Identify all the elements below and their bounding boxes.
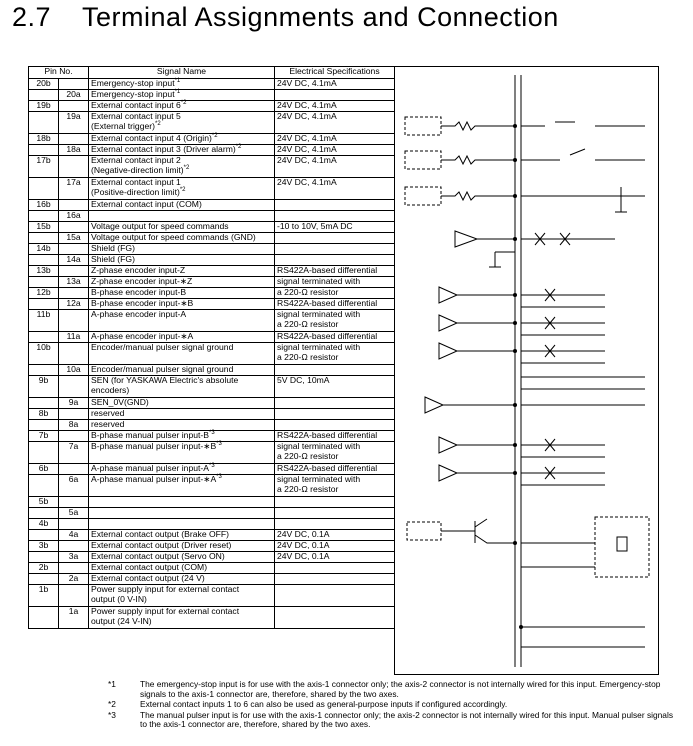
pin-a-cell: [59, 541, 89, 552]
electrical-spec-cell: signal terminated with a 220-Ω resistor: [275, 343, 395, 365]
pin-b-cell: [29, 574, 59, 585]
pin-a-cell: [59, 519, 89, 530]
table-row: [29, 585, 395, 607]
signal-name-cell: [89, 112, 275, 134]
table-row: [29, 376, 395, 398]
pin-b-cell: [29, 552, 59, 563]
signal-name-text: External contact input 4 (Origin): [91, 133, 212, 143]
table-row: [29, 508, 395, 519]
table-row: [29, 442, 395, 464]
pin-b-cell: [29, 255, 59, 266]
signal-name-text: External contact input 3 (Driver alarm): [91, 144, 236, 154]
signal-name-text: A-phase encoder input-A: [91, 309, 187, 319]
electrical-spec-cell: RS422A-based differential: [275, 299, 395, 310]
pin-b-cell: [29, 332, 59, 343]
electrical-spec-cell: RS422A-based differential: [275, 266, 395, 277]
electrical-spec-cell: 24V DC, 4.1mA: [275, 112, 395, 134]
electrical-spec-cell: [275, 519, 395, 530]
external-load-box: [595, 517, 649, 577]
footnote-mark: *1: [108, 679, 116, 689]
input-resistor-2: [441, 156, 515, 164]
pin-b-cell: 12b: [29, 288, 59, 299]
electrical-spec-cell: 24V DC, 4.1mA: [275, 145, 395, 156]
table-row: [29, 178, 395, 200]
electrical-spec-cell: signal terminated with: [275, 277, 395, 288]
electrical-spec-cell: 24V DC, 4.1mA: [275, 79, 395, 90]
electrical-spec-cell: [275, 607, 395, 629]
electrical-spec-cell: [275, 585, 395, 607]
footnote-ref: *1: [174, 78, 181, 85]
footnote-ref: *3: [216, 441, 222, 448]
signal-name-cell: [89, 574, 275, 585]
pin-b-cell: [29, 442, 59, 464]
pin-b-cell: 10b: [29, 343, 59, 365]
footnote-2: [108, 700, 678, 710]
signal-name-text: Emergency-stop input: [91, 78, 175, 88]
pin-b-cell: 3b: [29, 541, 59, 552]
table-row: [29, 79, 395, 90]
pin-a-cell: 6a: [59, 475, 89, 497]
footnote-ref: *2: [183, 164, 190, 171]
pin-b-cell: [29, 607, 59, 629]
signal-name-text: SEN_0V(GND): [91, 397, 149, 407]
signal-name-cell: [89, 211, 275, 222]
electrical-spec-cell: signal terminated with a 220-Ω resistor: [275, 475, 395, 497]
pin-a-cell: 13a: [59, 277, 89, 288]
table-row: [29, 530, 395, 541]
signal-name-text: B-phase encoder input-B: [91, 287, 187, 297]
pin-a-cell: 20a: [59, 90, 89, 101]
pin-a-cell: [59, 79, 89, 90]
table-row: [29, 288, 395, 299]
electrical-spec-cell: 24V DC, 4.1mA: [275, 134, 395, 145]
pin-assignment-table: [28, 66, 395, 629]
pin-a-cell: [59, 497, 89, 508]
pin-a-cell: [59, 310, 89, 332]
pin-a-cell: 7a: [59, 442, 89, 464]
photocoupler-2: [405, 151, 441, 169]
input-resistor-1: [441, 122, 515, 130]
signal-name-cell: [89, 332, 275, 343]
signal-name-header: Signal Name: [89, 67, 275, 79]
signal-name-text: External contact output (Brake OFF): [91, 529, 230, 539]
table-row: [29, 200, 395, 211]
signal-name-cell: [89, 343, 275, 365]
pin-a-cell: 2a: [59, 574, 89, 585]
section-heading: Terminal Assignments and Connection: [82, 2, 559, 32]
pin-b-cell: [29, 365, 59, 376]
pin-a-cell: [59, 376, 89, 398]
pin-a-cell: 15a: [59, 233, 89, 244]
pin-a-cell: 17a: [59, 178, 89, 200]
signal-name-text: reserved: [91, 419, 125, 429]
signal-name-cell: [89, 233, 275, 244]
signal-name-text: reserved: [91, 408, 125, 418]
footnote-ref: *2: [180, 100, 187, 107]
footnote-ref: *2: [155, 120, 161, 127]
electrical-spec-cell: RS422A-based differential: [275, 431, 395, 442]
photocoupler-3: [405, 187, 441, 205]
electrical-spec-cell: [275, 211, 395, 222]
signal-name-text: Encoder/manual pulser signal ground: [91, 364, 234, 374]
signal-name-text: Voltage output for speed commands (GND): [91, 232, 256, 242]
sen-driver-icon: [425, 397, 443, 413]
electrical-spec-cell: 24V DC, 4.1mA: [275, 156, 395, 178]
electrical-spec-cell: 24V DC, 4.1mA: [275, 101, 395, 112]
table-row: [29, 255, 395, 266]
pin-b-cell: [29, 211, 59, 222]
signal-name-cell: [89, 519, 275, 530]
signal-name-cell: [89, 607, 275, 629]
pin-a-cell: 16a: [59, 211, 89, 222]
signal-name-cell: [89, 552, 275, 563]
signal-name-text: Encoder/manual pulser signal ground: [91, 342, 234, 352]
signal-name-cell: [89, 398, 275, 409]
signal-name-text: Z-phase encoder input-∗Z: [91, 276, 193, 286]
signal-name-text: External contact output (Servo ON): [91, 551, 225, 561]
pin-b-cell: [29, 178, 59, 200]
signal-name-text: B-phase encoder input-∗B: [91, 298, 194, 308]
pin-a-cell: [59, 585, 89, 607]
table-row: [29, 409, 395, 420]
pin-b-cell: 2b: [29, 563, 59, 574]
signal-name-cell: [89, 420, 275, 431]
signal-name-cell: [89, 255, 275, 266]
signal-name-cell: [89, 442, 275, 464]
signal-name-text: Power supply input for external contact output (24 V-IN): [91, 606, 240, 626]
signal-name-cell: [89, 145, 275, 156]
footnote-mark: *2: [108, 699, 116, 710]
signal-name-cell: [89, 541, 275, 552]
pin-a-cell: [59, 343, 89, 365]
signal-name-text: External contact output (COM): [91, 562, 208, 572]
encoder-ground-lines: [521, 377, 645, 389]
signal-name-cell: [89, 299, 275, 310]
pin-table-body: [29, 79, 395, 629]
signal-name-cell: [89, 365, 275, 376]
footnote-ref: *3: [216, 474, 222, 481]
table-row: [29, 156, 395, 178]
pin-a-cell: 4a: [59, 530, 89, 541]
pin-b-cell: 13b: [29, 266, 59, 277]
pin-b-cell: 11b: [29, 310, 59, 332]
electrical-spec-cell: a 220-Ω resistor: [275, 288, 395, 299]
pin-a-cell: [59, 431, 89, 442]
footnote-1: [108, 680, 678, 699]
pin-a-cell: 5a: [59, 508, 89, 519]
signal-name-cell: [89, 178, 275, 200]
pin-a-cell: 19a: [59, 112, 89, 134]
signal-name-cell: [89, 475, 275, 497]
signal-name-cell: [89, 200, 275, 211]
signal-name-text: Emergency-stop input: [91, 89, 175, 99]
signal-name-text: External contact input (COM): [91, 199, 202, 209]
table-row: [29, 134, 395, 145]
pin-a-cell: [59, 200, 89, 211]
electrical-spec-cell: [275, 508, 395, 519]
electrical-spec-cell: [275, 574, 395, 585]
pin-b-cell: 4b: [29, 519, 59, 530]
table-row: [29, 90, 395, 101]
pin-a-cell: 3a: [59, 552, 89, 563]
electrical-spec-cell: [275, 90, 395, 101]
pin-b-cell: 8b: [29, 409, 59, 420]
table-row: [29, 222, 395, 233]
signal-name-text: Shield (FG): [91, 243, 135, 253]
signal-name-cell: [89, 79, 275, 90]
footnote-text: The manual pulser input is for use with the axis-1 connector only; the axis-2 connector is not internally wired for this input. Manual pulser signals to the axis-1 connector are, therefore, shared by the two axes.: [140, 709, 674, 730]
table-row: [29, 145, 395, 156]
signal-name-cell: [89, 310, 275, 332]
table-row: [29, 101, 395, 112]
pin-b-cell: [29, 90, 59, 101]
pin-b-cell: 1b: [29, 585, 59, 607]
table-row: [29, 475, 395, 497]
electrical-spec-cell: RS422A-based differential: [275, 332, 395, 343]
electrical-spec-cell: [275, 255, 395, 266]
footnote-text: External contact inputs 1 to 6 can also be used as general-purpose inputs if configured accordingly.: [140, 699, 508, 710]
contact-switch-2: [521, 149, 645, 160]
pin-a-cell: [59, 266, 89, 277]
pin-b-cell: 7b: [29, 431, 59, 442]
signal-name-text: B-phase manual pulser input-B: [91, 430, 209, 440]
electrical-spec-cell: [275, 233, 395, 244]
pin-b-cell: 18b: [29, 134, 59, 145]
pin-b-cell: 17b: [29, 156, 59, 178]
signal-name-text: Shield (FG): [91, 254, 135, 264]
pin-a-cell: [59, 288, 89, 299]
table-row: [29, 343, 395, 365]
encoder-receivers: [439, 287, 605, 363]
table-row: [29, 464, 395, 475]
pin-b-cell: [29, 277, 59, 288]
table-row: [29, 420, 395, 431]
footnote-ref: *2: [211, 133, 218, 140]
electrical-spec-cell: [275, 398, 395, 409]
electrical-spec-cell: [275, 563, 395, 574]
electrical-spec-header: Electrical Specifications: [275, 67, 395, 79]
signal-name-text: External contact input 6: [91, 100, 181, 110]
electrical-spec-cell: signal terminated with a 220-Ω resistor: [275, 442, 395, 464]
signal-name-cell: [89, 222, 275, 233]
signal-name-cell: [89, 431, 275, 442]
electrical-spec-cell: [275, 244, 395, 255]
electrical-spec-cell: -10 to 10V, 5mA DC: [275, 222, 395, 233]
pin-b-cell: 15b: [29, 222, 59, 233]
pin-a-cell: 14a: [59, 255, 89, 266]
pin-b-cell: [29, 112, 59, 134]
electrical-spec-cell: [275, 200, 395, 211]
table-row: [29, 574, 395, 585]
pin-no-header: Pin No.: [29, 67, 89, 79]
table-row: [29, 112, 395, 134]
pin-b-cell: 20b: [29, 79, 59, 90]
table-row: [29, 211, 395, 222]
table-row: [29, 431, 395, 442]
output-transistor: [441, 519, 595, 543]
signal-name-text: External contact output (24 V): [91, 573, 205, 583]
photocoupler-1: [405, 117, 441, 135]
signal-name-cell: [89, 90, 275, 101]
signal-name-cell: [89, 244, 275, 255]
signal-name-cell: [89, 376, 275, 398]
footnote-ref: *1: [174, 89, 181, 96]
table-row: [29, 552, 395, 563]
signal-name-text: A-phase manual pulser input-A: [91, 463, 209, 473]
pin-b-cell: [29, 145, 59, 156]
table-row: [29, 365, 395, 376]
contact-switch-1: [521, 122, 645, 126]
table-header-row: [29, 67, 395, 79]
electrical-spec-cell: 24V DC, 0.1A: [275, 541, 395, 552]
pin-a-cell: 8a: [59, 420, 89, 431]
electrical-spec-cell: [275, 497, 395, 508]
pin-a-cell: [59, 563, 89, 574]
footnote-ref: *3: [209, 430, 215, 437]
electrical-spec-cell: 24V DC, 4.1mA: [275, 178, 395, 200]
pin-a-cell: [59, 222, 89, 233]
signal-name-text: External contact input 2 (Negative-direction limit): [91, 155, 184, 175]
table-row: [29, 563, 395, 574]
signal-name-text: Z-phase encoder input-Z: [91, 265, 186, 275]
electrical-spec-cell: 24V DC, 0.1A: [275, 530, 395, 541]
footnote-ref: *3: [209, 463, 215, 470]
footnote-ref: *2: [179, 186, 186, 193]
speed-amplifier-icon: [455, 231, 477, 247]
table-row: [29, 244, 395, 255]
pin-a-cell: 12a: [59, 299, 89, 310]
signal-name-cell: [89, 101, 275, 112]
pin-b-cell: [29, 299, 59, 310]
signal-name-text: External contact output (Driver reset): [91, 540, 232, 550]
signal-name-text: A-phase encoder input-∗A: [91, 331, 194, 341]
pin-b-cell: 14b: [29, 244, 59, 255]
pin-a-cell: 1a: [59, 607, 89, 629]
wiring-diagram: [394, 66, 659, 675]
pin-b-cell: 19b: [29, 101, 59, 112]
pin-b-cell: [29, 475, 59, 497]
pin-b-cell: 9b: [29, 376, 59, 398]
table-row: [29, 277, 395, 288]
signal-name-cell: [89, 508, 275, 519]
pin-a-cell: [59, 244, 89, 255]
pin-b-cell: [29, 233, 59, 244]
pin-a-cell: [59, 464, 89, 475]
section-number: 2.7: [12, 2, 52, 32]
signal-name-cell: [89, 530, 275, 541]
relay-coil-icon: [617, 537, 627, 551]
signal-name-cell: [89, 288, 275, 299]
table-row: [29, 310, 395, 332]
manual-pulser-receivers: [439, 437, 605, 485]
signal-name-cell: [89, 563, 275, 574]
pin-a-cell: 18a: [59, 145, 89, 156]
pin-a-cell: [59, 409, 89, 420]
output-photocoupler: [407, 522, 441, 540]
electrical-spec-cell: 24V DC, 0.1A: [275, 552, 395, 563]
signal-name-text: B-phase manual pulser input-∗B: [91, 441, 217, 451]
pin-a-cell: [59, 101, 89, 112]
signal-name-text: Power supply input for external contact output (0 V-IN): [91, 584, 240, 604]
pin-b-cell: 6b: [29, 464, 59, 475]
signal-name-cell: [89, 277, 275, 288]
table-row: [29, 541, 395, 552]
signal-name-text: A-phase manual pulser input-∗A: [91, 474, 217, 484]
signal-name-cell: [89, 266, 275, 277]
electrical-spec-cell: [275, 365, 395, 376]
signal-name-cell: [89, 156, 275, 178]
table-row: [29, 299, 395, 310]
signal-name-cell: [89, 134, 275, 145]
table-row: [29, 332, 395, 343]
footnote-text: The emergency-stop input is for use with the axis-1 connector only; the axis-2 connector is not internally wired for this input. Emergency-stop signals to the axis-1 connector are, therefore, shared by the two axes.: [140, 679, 661, 699]
table-row: [29, 233, 395, 244]
electrical-spec-cell: 5V DC, 10mA: [275, 376, 395, 398]
pin-a-cell: 10a: [59, 365, 89, 376]
com-supply: [521, 187, 645, 212]
table-row: [29, 607, 395, 629]
pin-a-cell: [59, 156, 89, 178]
signal-name-text: Voltage output for speed commands: [91, 221, 229, 231]
pin-a-cell: [59, 134, 89, 145]
signal-name-text: SEN (for YASKAWA Electric's absolute encoders): [91, 375, 239, 395]
electrical-spec-cell: signal terminated with a 220-Ω resistor: [275, 310, 395, 332]
electrical-spec-cell: [275, 409, 395, 420]
pin-b-cell: 5b: [29, 497, 59, 508]
table-row: [29, 497, 395, 508]
footnotes: [108, 680, 678, 731]
section-title: [12, 2, 559, 33]
electrical-spec-cell: [275, 420, 395, 431]
table-row: [29, 519, 395, 530]
input-resistor-3: [441, 192, 515, 200]
table-row: [29, 398, 395, 409]
footnote-3: [108, 711, 678, 730]
output-supply-lines: [521, 567, 645, 647]
signal-name-cell: [89, 464, 275, 475]
pin-b-cell: [29, 530, 59, 541]
pin-b-cell: 16b: [29, 200, 59, 211]
shield-ground: [489, 252, 515, 267]
signal-name-cell: [89, 409, 275, 420]
pin-b-cell: [29, 398, 59, 409]
signal-name-cell: [89, 585, 275, 607]
signal-name-text: External contact input 5 (External trigger): [91, 111, 181, 131]
footnote-ref: *2: [235, 144, 242, 151]
signal-name-text: External contact input 1 (Positive-direction limit): [91, 177, 181, 197]
pin-b-cell: [29, 420, 59, 431]
electrical-spec-cell: RS422A-based differential: [275, 464, 395, 475]
pin-a-cell: 11a: [59, 332, 89, 343]
pin-b-cell: [29, 508, 59, 519]
pin-a-cell: 9a: [59, 398, 89, 409]
signal-name-cell: [89, 497, 275, 508]
table-row: [29, 266, 395, 277]
footnote-mark: *3: [108, 709, 116, 720]
